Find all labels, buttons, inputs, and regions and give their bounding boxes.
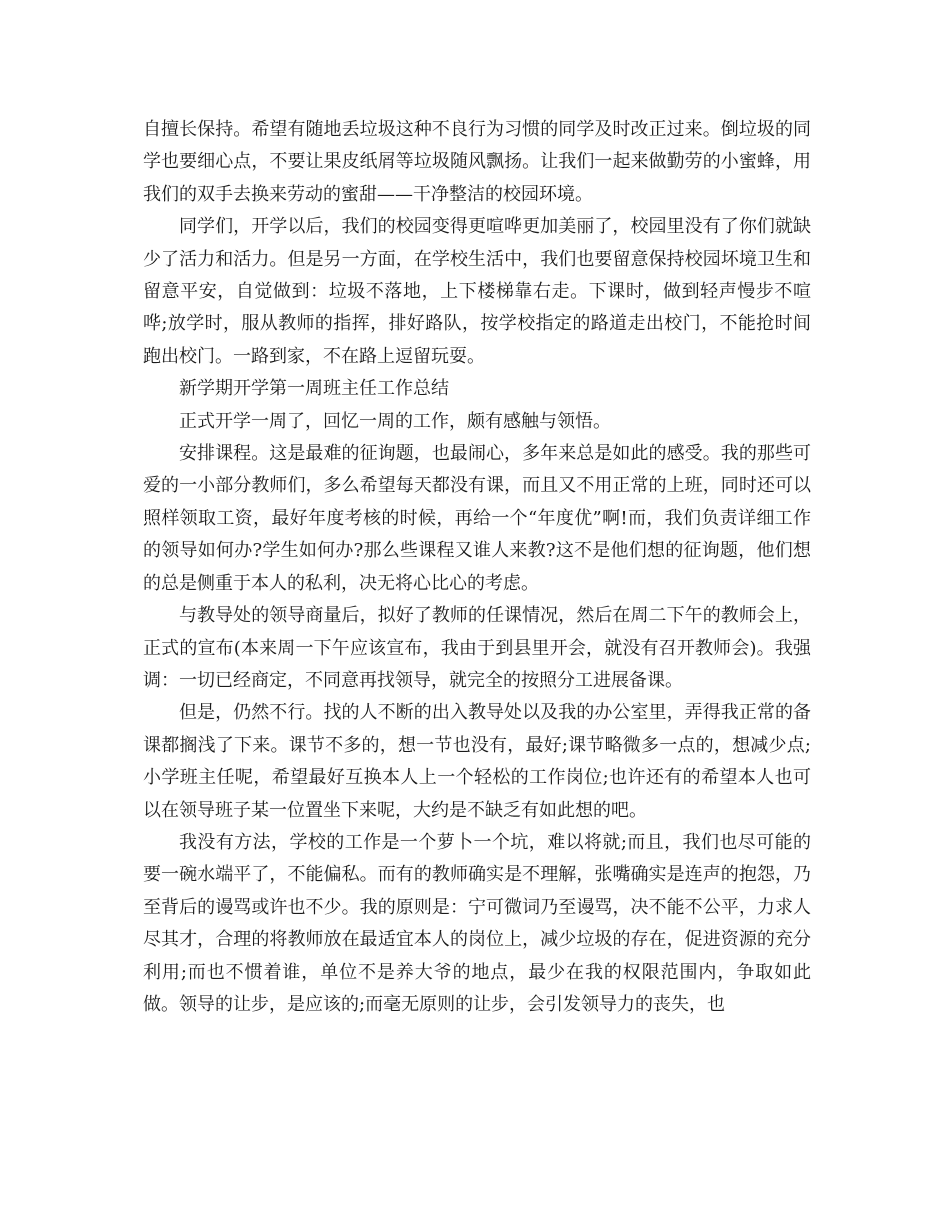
paragraph-complaints: 但是，仍然不行。找的人不断的出入教导处以及我的办公室里，弄得我正常的备课都搁浅了下来。课节不多的，想一节也没有，最好;课节略微多一点的，想减少点;小学班主任呢，希望最好互换本人上一个轻松的工作岗位;也许还有的希望本人也可以在领导班子某一位置坐下来呢，大约是不缺乏有如此想的吧。 [143, 702, 811, 821]
paragraph-teaching-assignment: 与教导处的领导商量后，拟好了教师的任课情况，然后在周二下午的教师会上，正式的宣布(本来周一下午应该宣布，我由于到县里开会，就没有召开教师会)。我强调：一切已经商定，不同意再找领导，就完全的按照分工进展备课。 [143, 605, 811, 691]
section-heading: 新学期开学第一周班主任工作总结 [179, 378, 449, 400]
paragraph-continuation: 自擅长保持。希望有随地丢垃圾这种不良行为习惯的同学及时改正过来。倒垃圾的同学也要细心点，不要让果皮纸屑等垃圾随风飘扬。让我们一起来做勤劳的小蜜蜂，用我们的双手去换来劳动的蜜甜——干净整洁的校园环境。 [143, 119, 811, 205]
paragraph-intro: 正式开学一周了，回忆一周的工作，颇有感触与领悟。 [179, 410, 611, 432]
document-body [143, 114, 811, 1021]
paragraph-course-arrangement: 安排课程。这是最难的征询题，也最闹心，多年来总是如此的感受。我的那些可爱的一小部分教师们，多么希望每天都没有课，而且又不用正常的上班，同时还可以照样领取工资，最好年度考核的时候，再给一个“年度优”啊!而，我们负责详细工作的领导如何办?学生如何办?那么些课程又谁人来教?这不是他们想的征询题，他们想的总是侧重于本人的私利，决无将心比心的考虑。 [143, 443, 811, 594]
paragraph-principles: 我没有方法，学校的工作是一个萝卜一个坑，难以将就;而且，我们也尽可能的要一碗水端平了，不能偏私。而有的教师确实是不理解，张嘴确实是连声的抱怨，乃至背后的谩骂或许也不少。我的原则是：宁可微词乃至谩骂，决不能不公平，力求人尽其才，合理的将教师放在最适宜本人的岗位上，减少垃圾的存在，促进资源的充分利用;而也不惯着谁，单位不是养大爷的地点，最少在我的权限范围内，争取如此做。领导的让步，是应该的;而毫无原则的让步，会引发领导力的丧失，也 [143, 831, 811, 1015]
paragraph-campus-hygiene: 同学们，开学以后，我们的校园变得更喧哗更加美丽了，校园里没有了你们就缺少了活力和活力。但是另一方面，在学校生活中，我们也要留意保持校园坏境卫生和留意平安，自觉做到：垃圾不落地，上下楼梯靠右走。下课时，做到轻声慢步不喧哗;放学时，服从教师的指挥，排好路队，按学校指定的路道走出校门，不能抢时间跑出校门。一路到家，不在路上逗留玩耍。 [143, 216, 811, 367]
